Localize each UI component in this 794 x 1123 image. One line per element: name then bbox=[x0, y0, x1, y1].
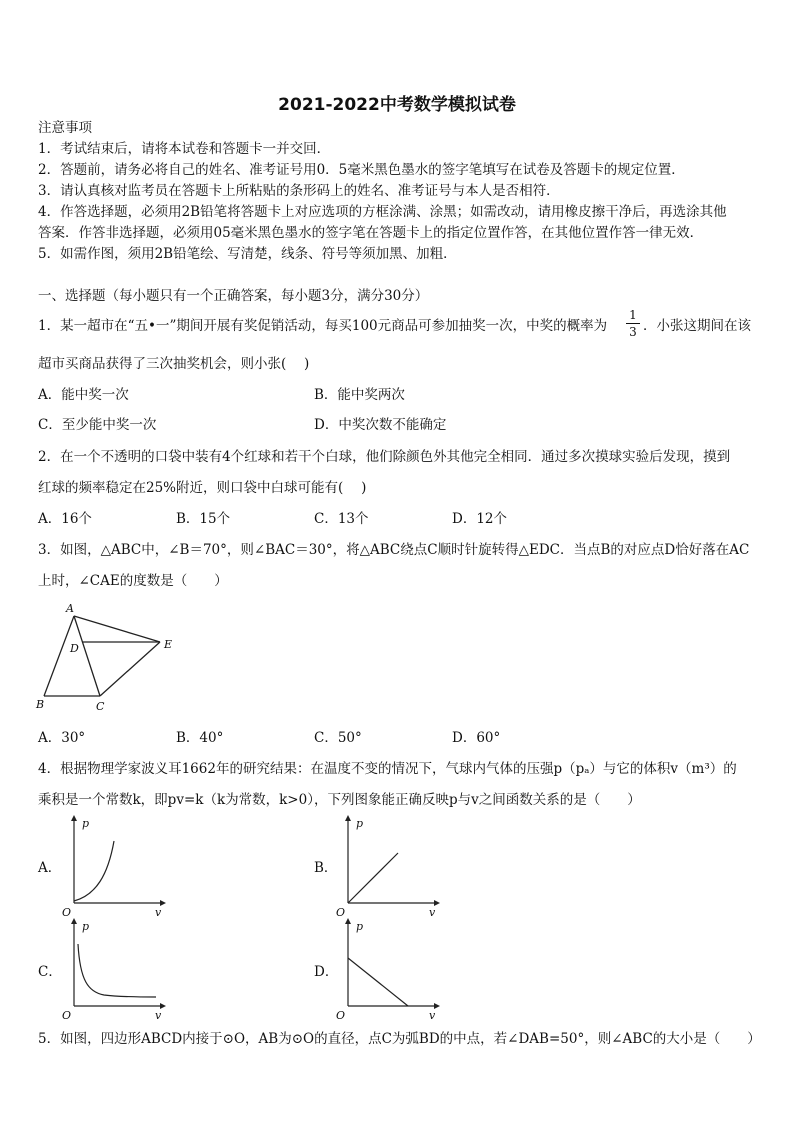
axis-label-p: p bbox=[82, 920, 90, 933]
axis-label-v: v bbox=[155, 906, 162, 919]
q1-option-c: C．至少能中奖一次 bbox=[38, 417, 157, 433]
section-heading: 一、选择题（每小题只有一个正确答案，每小题3分，满分30分） bbox=[38, 288, 429, 304]
line-through-origin bbox=[348, 853, 398, 903]
axis-label-p: p bbox=[356, 817, 364, 830]
q2-option-b: B．15个 bbox=[176, 511, 231, 527]
page-title: 2021-2022中考数学模拟试卷 bbox=[278, 95, 516, 115]
q4-line2: 乘积是一个常数k，即pv=k（k为常数，k>0），下列图象能正确反映p与v之间函数关系的是（ ） bbox=[38, 792, 641, 808]
axis-label-p: p bbox=[356, 920, 364, 933]
q2-option-c: C．13个 bbox=[314, 511, 369, 527]
q1-line2: 超市买商品获得了三次抽奖机会，则小张( ) bbox=[38, 356, 310, 372]
edge-ac bbox=[74, 616, 100, 696]
graph-b bbox=[334, 815, 444, 920]
axis-label-v: v bbox=[429, 1009, 436, 1022]
label-a: A bbox=[66, 602, 74, 615]
increasing-curve bbox=[74, 841, 114, 901]
q3-option-b: B．40° bbox=[176, 730, 224, 746]
q2-option-d: D．12个 bbox=[452, 511, 508, 527]
q4-option-a: A． bbox=[38, 860, 62, 876]
axis-label-p: p bbox=[82, 817, 90, 830]
origin-label: O bbox=[336, 1009, 346, 1022]
q1-option-b: B．能中奖两次 bbox=[314, 387, 405, 403]
q1-option-d: D．中奖次数不能确定 bbox=[314, 417, 447, 433]
q1-option-a: A．能中奖一次 bbox=[38, 387, 129, 403]
q3-line1: 3．如图，△ABC中，∠B＝70°，则∠BAC＝30°，将△ABC绕点C顺时针旋转得△EDC．当点B的对应点D恰好落在AC bbox=[38, 542, 750, 558]
q2-line2: 红球的频率稳定在25%附近，则口袋中白球可能有( ) bbox=[38, 480, 367, 496]
notice-heading: 注意事项 bbox=[38, 120, 92, 136]
origin-label: O bbox=[62, 906, 72, 919]
fraction-denominator: 3 bbox=[629, 325, 637, 339]
notice-item-4: 4．作答选择题，必须用2B铅笔将答题卡上对应选项的方框涂满、涂黑；如需改动，请用橡皮擦干净后，再选涂其他 bbox=[38, 204, 727, 220]
edge-ec bbox=[100, 642, 160, 696]
axis-label-v: v bbox=[155, 1009, 162, 1022]
q3-option-a: A．30° bbox=[38, 730, 86, 746]
hyperbola bbox=[78, 944, 156, 997]
graph-c bbox=[60, 918, 170, 1023]
triangle-rotation-figure bbox=[30, 598, 190, 716]
q4-option-b: B． bbox=[314, 860, 338, 876]
q4-option-c: C． bbox=[38, 964, 62, 980]
q1-line1-tail: ．小张这期间在该 bbox=[643, 318, 751, 334]
notice-item-3: 3．请认真核对监考员在答题卡上所粘贴的条形码上的姓名、准考证号与本人是否相符． bbox=[38, 183, 560, 199]
origin-label: O bbox=[62, 1009, 72, 1022]
label-e: E bbox=[164, 638, 173, 651]
notice-item-4-cont: 答案．作答非选择题，必须用05毫米黑色墨水的签字笔在答题卡上的指定位置作答，在其他位置作答一律无效． bbox=[38, 225, 704, 241]
probability-fraction bbox=[626, 308, 640, 339]
edge-ae bbox=[74, 616, 160, 642]
q4-line1: 4．根据物理学家波义耳1662年的研究结果：在温度不变的情况下，气球内气体的压强p（pₐ）与它的体积v（m³）的 bbox=[38, 761, 737, 777]
graph-d bbox=[334, 918, 444, 1023]
q1-line1: 1．某一超市在“五•一”期间开展有奖促销活动，每买100元商品可参加抽奖一次，中奖的概率为 bbox=[38, 318, 608, 334]
origin-label: O bbox=[336, 906, 346, 919]
edge-ab bbox=[44, 616, 74, 696]
q2-option-a: A．16个 bbox=[38, 511, 92, 527]
notice-item-5: 5．如需作图，须用2B铅笔绘、写清楚，线条、符号等须加黑、加粗． bbox=[38, 246, 457, 262]
fraction-numerator: 1 bbox=[629, 308, 637, 322]
q3-option-c: C．50° bbox=[314, 730, 362, 746]
label-b: B bbox=[36, 698, 45, 711]
q3-line2: 上时，∠CAE的度数是（ ） bbox=[38, 573, 228, 589]
fraction-bar bbox=[626, 323, 640, 324]
notice-item-1: 1．考试结束后，请将本试卷和答题卡一并交回． bbox=[38, 141, 331, 157]
notice-item-2: 2．答题前，请务必将自己的姓名、准考证号用0．5毫米黑色墨水的签字笔填写在试卷及答题卡的规定位置． bbox=[38, 162, 685, 178]
q2-line1: 2．在一个不透明的口袋中装有4个红球和若干个白球，他们除颜色外其他完全相同．通过多次摸球实验后发现，摸到 bbox=[38, 449, 731, 465]
axis-label-v: v bbox=[429, 906, 436, 919]
q5-line1: 5．如图，四边形ABCD内接于⊙O，AB为⊙O的直径，点C为弧BD的中点，若∠DAB=50°，则∠ABC的大小是（ ） bbox=[38, 1031, 761, 1047]
label-d: D bbox=[70, 642, 79, 655]
label-c: C bbox=[96, 700, 105, 713]
decreasing-line bbox=[348, 958, 408, 1006]
q3-option-d: D．60° bbox=[452, 730, 501, 746]
q4-option-d: D． bbox=[314, 964, 339, 980]
graph-a bbox=[60, 815, 170, 920]
